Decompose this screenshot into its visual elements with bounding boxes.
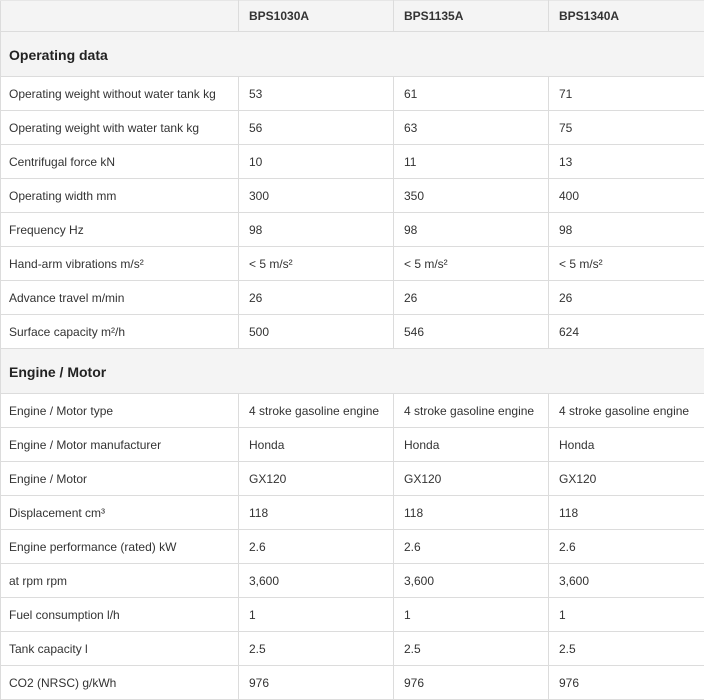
row-label: Advance travel m/min — [1, 281, 239, 315]
row-label: Operating width mm — [1, 179, 239, 213]
row-value: 1 — [549, 598, 704, 632]
row-value: 71 — [549, 77, 704, 111]
table-row — [1, 632, 704, 666]
row-value: 53 — [239, 77, 394, 111]
row-value: Honda — [394, 428, 549, 462]
section-title: Engine / Motor — [1, 349, 704, 394]
row-value: GX120 — [394, 462, 549, 496]
row-value: 3,600 — [394, 564, 549, 598]
row-value: 26 — [394, 281, 549, 315]
row-value: 300 — [239, 179, 394, 213]
row-value: 11 — [394, 145, 549, 179]
row-label: at rpm rpm — [1, 564, 239, 598]
table-row — [1, 564, 704, 598]
table-row — [1, 281, 704, 315]
table-row — [1, 77, 704, 111]
row-value: 10 — [239, 145, 394, 179]
row-label: Tank capacity l — [1, 632, 239, 666]
model-header-bps1030a: BPS1030A — [239, 1, 394, 32]
row-label: Engine / Motor — [1, 462, 239, 496]
row-value: < 5 m/s² — [549, 247, 704, 281]
row-value: Honda — [239, 428, 394, 462]
row-value: 63 — [394, 111, 549, 145]
row-label: Engine / Motor type — [1, 394, 239, 428]
row-value: 13 — [549, 145, 704, 179]
row-value: 3,600 — [549, 564, 704, 598]
row-value: 976 — [394, 666, 549, 700]
table-row — [1, 530, 704, 564]
row-value: 2.6 — [394, 530, 549, 564]
row-label: Frequency Hz — [1, 213, 239, 247]
row-value: 1 — [394, 598, 549, 632]
row-label: Operating weight without water tank kg — [1, 77, 239, 111]
row-value: GX120 — [549, 462, 704, 496]
row-value: 98 — [549, 213, 704, 247]
row-value: 4 stroke gasoline engine — [394, 394, 549, 428]
row-label: Operating weight with water tank kg — [1, 111, 239, 145]
row-label: CO2 (NRSC) g/kWh — [1, 666, 239, 700]
row-value: < 5 m/s² — [239, 247, 394, 281]
section-title: Operating data — [1, 32, 704, 77]
row-value: GX120 — [239, 462, 394, 496]
row-value: 546 — [394, 315, 549, 349]
row-value: 4 stroke gasoline engine — [239, 394, 394, 428]
table-row — [1, 496, 704, 530]
row-value: 118 — [239, 496, 394, 530]
row-value: 118 — [549, 496, 704, 530]
row-value: 4 stroke gasoline engine — [549, 394, 704, 428]
row-value: 624 — [549, 315, 704, 349]
row-value: 2.6 — [239, 530, 394, 564]
table-row — [1, 666, 704, 700]
table-row — [1, 247, 704, 281]
table-row — [1, 111, 704, 145]
row-value: 976 — [549, 666, 704, 700]
header-corner-cell — [1, 1, 239, 32]
row-value: 75 — [549, 111, 704, 145]
row-value: 61 — [394, 77, 549, 111]
model-header-bps1135a: BPS1135A — [394, 1, 549, 32]
row-value: 400 — [549, 179, 704, 213]
row-value: 98 — [239, 213, 394, 247]
table-row — [1, 315, 704, 349]
row-label: Centrifugal force kN — [1, 145, 239, 179]
section-header-row — [1, 32, 704, 77]
row-value: 500 — [239, 315, 394, 349]
row-value: 26 — [239, 281, 394, 315]
row-value: 3,600 — [239, 564, 394, 598]
table-row — [1, 394, 704, 428]
row-label: Hand-arm vibrations m/s² — [1, 247, 239, 281]
row-value: 976 — [239, 666, 394, 700]
table-row — [1, 179, 704, 213]
row-value: Honda — [549, 428, 704, 462]
spec-body — [1, 32, 704, 700]
row-label: Fuel consumption l/h — [1, 598, 239, 632]
row-value: 56 — [239, 111, 394, 145]
table-row — [1, 428, 704, 462]
row-value: 98 — [394, 213, 549, 247]
row-value: 2.6 — [549, 530, 704, 564]
row-label: Engine / Motor manufacturer — [1, 428, 239, 462]
row-label: Engine performance (rated) kW — [1, 530, 239, 564]
model-header-bps1340a: BPS1340A — [549, 1, 704, 32]
table-row — [1, 598, 704, 632]
row-value: 118 — [394, 496, 549, 530]
table-row — [1, 213, 704, 247]
table-row — [1, 462, 704, 496]
row-value: 2.5 — [239, 632, 394, 666]
row-value: 26 — [549, 281, 704, 315]
row-value: 350 — [394, 179, 549, 213]
header-row — [1, 1, 704, 32]
row-value: 1 — [239, 598, 394, 632]
table-row — [1, 145, 704, 179]
section-header-row — [1, 349, 704, 394]
row-value: 2.5 — [549, 632, 704, 666]
row-value: 2.5 — [394, 632, 549, 666]
row-label: Surface capacity m²/h — [1, 315, 239, 349]
row-value: < 5 m/s² — [394, 247, 549, 281]
row-label: Displacement cm³ — [1, 496, 239, 530]
